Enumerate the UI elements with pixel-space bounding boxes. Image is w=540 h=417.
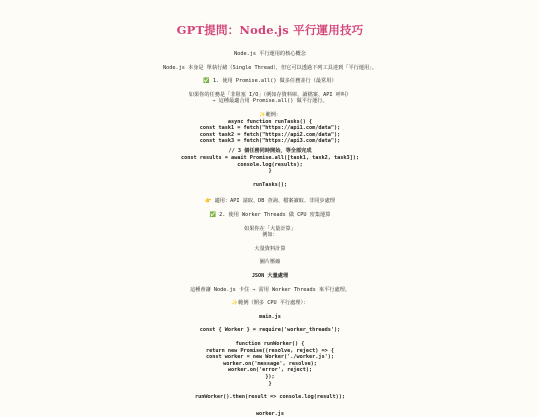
code-line: console.log(results);	[237, 161, 303, 168]
check-icon: ✅	[209, 212, 217, 218]
section2-desc3: 這種會讓 Node.js 卡住 → 需用 Worker Threads 來平行處理。	[189, 286, 351, 293]
code-line: return new Promise((resolve, reject) => {	[205, 347, 335, 354]
code-line: function runWorker() {	[235, 340, 305, 347]
page-title: GPT提問：Node.js 平行運用技巧	[176, 23, 364, 37]
file-name: main.js	[259, 313, 281, 320]
code-line: runTasks();	[252, 181, 288, 188]
section1-note: 👉 適用：API 請取、DB 查詢、檔案讀取、非同步處理	[204, 198, 335, 205]
subtitle: Node.js 平行運用的核心概念	[234, 51, 306, 57]
code-line: const task2 = fetch("https://api2.com/data");	[199, 131, 341, 138]
list-item: JSON 大量處理	[251, 272, 289, 279]
code-line: });	[265, 373, 275, 380]
code-line: const task1 = fetch("https://api1.com/data");	[199, 125, 341, 132]
section2-desc1: 如果你在「大量計算」	[244, 225, 296, 232]
code-line: const worker = new Worker('./worker.js');	[205, 354, 335, 361]
list-item: 大量資料計算	[254, 245, 286, 252]
section1-desc1: 如果你的任務是「非阻塞 I/O」（例如存資料庫、讀檔案、API 呼叫）	[188, 91, 352, 98]
check-icon: ✅	[203, 78, 210, 85]
section2-example-label: ✨範例（開多 CPU 平行處理）：	[231, 300, 309, 307]
section2-heading	[0, 212, 540, 219]
file-name: worker.js	[255, 410, 285, 417]
code-line: const task3 = fetch("https://api3.com/data");	[199, 138, 341, 145]
section1-heading	[0, 78, 540, 85]
section1-heading-text: 1. 使用 Promise.all() 做多任務並行（最常用）	[212, 78, 337, 85]
code-line: }	[268, 380, 272, 387]
code-line: worker.on('message', resolve);	[223, 360, 317, 367]
code-line: const { Worker } = require('worker_threads');	[199, 327, 341, 334]
section1-desc2: → 這種最適合用 Promise.all() 做平行運行。	[212, 98, 328, 105]
code-line: const results = await Promise.all([task1, task2, task3]);	[180, 155, 360, 162]
code-line: runWorker().then(result => console.log(result));	[195, 394, 345, 401]
code-line: }	[268, 168, 272, 175]
code-line: worker.on('error', reject);	[227, 367, 313, 374]
section1-example-label: ✨範例：	[258, 111, 282, 118]
section2-desc2: 例如：	[262, 232, 278, 239]
code-line: async function runTasks() {	[227, 118, 313, 125]
code-line: // 3 個任務同時開始，等全部完成	[228, 148, 312, 155]
list-item: 圖片壓縮	[259, 259, 281, 266]
section2-heading-text: 2. 使用 Worker Threads 做 CPU 密集運算	[219, 212, 331, 218]
intro-text: Node.js 本身是 單執行緒（Single Thread），但它可以透過下列工具達到「平行運用」。	[163, 64, 377, 71]
